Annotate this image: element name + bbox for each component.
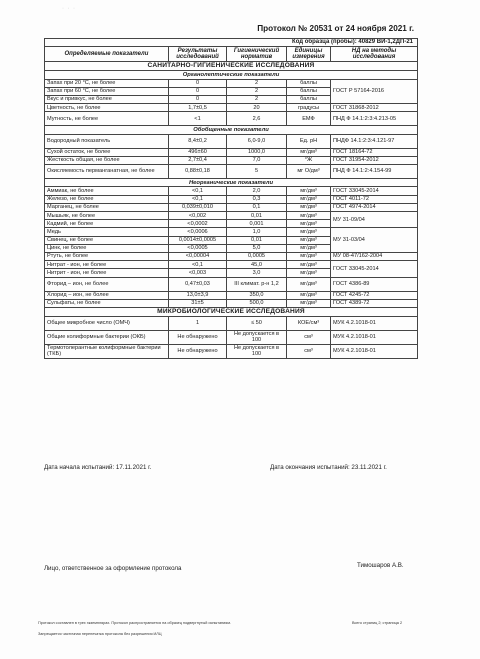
col-header-norm: Гигиенический норматив [227,47,287,62]
indicator-name: Хлорид – ион, не более [45,291,169,299]
result-value: <1 [169,112,227,126]
table-row [45,228,418,236]
subsection-organoleptic [45,71,418,79]
unit-value: мг/дм³ [287,236,331,244]
method-value: ПНДФ 14.1:2:3:4.121-97 [331,134,418,148]
unit-value: мг/дм³ [287,291,331,299]
indicator-name: Общее микробное число (ОМЧ) [45,316,169,330]
method-value: ГОСТ 4386-89 [331,277,418,291]
table-row [45,316,418,330]
unit-value: баллы [287,87,331,95]
unit-value: КОЕ/см³ [287,316,331,330]
sample-code-row [45,39,418,47]
method-value: ГОСТ Р 57164-2016 [331,79,418,104]
unit-value: °Ж [287,156,331,164]
responsible-label: Лицо, ответственное за оформление протокола [44,565,182,572]
results-table-body [45,39,418,359]
norm-value: 6,0-9,0 [227,134,287,148]
table-row [45,277,418,291]
norm-value: III климат. р-н 1,2 [227,277,287,291]
indicator-name: Запах при 20 °С, не более [45,79,169,87]
section-sanitary [45,62,418,71]
table-row [45,148,418,156]
method-value: ГОСТ 18164-72 [331,148,418,156]
result-value: <0,0006 [169,228,227,236]
unit-value: мг/дм³ [287,252,331,260]
section-micro-label: МИКРОБИОЛОГИЧЕСКИЕ ИССЛЕДОВАНИЯ [45,307,418,316]
result-value: <0,1 [169,261,227,269]
norm-value: 500,0 [227,299,287,307]
norm-value: 0,0005 [227,252,287,260]
method-value: МУК 4.2.1018-01 [331,330,418,344]
result-value: Не обнаружено [169,344,227,358]
norm-value: 0,01 [227,236,287,244]
result-value: 0 [169,79,227,87]
unit-value: ЕМФ [287,112,331,126]
result-value: 0,88±0,18 [169,165,227,179]
sample-code: Код образца (пробы): 40829 ВИ-1,2ДП-21 [45,39,418,47]
indicator-name: Сульфаты, не более [45,299,169,307]
subsection-general-label: Обобщенные показатели [45,126,418,134]
table-row [45,112,418,126]
unit-value: мг/дм³ [287,261,331,269]
table-row [45,187,418,195]
table-row [45,252,418,260]
indicator-name: Фторид – ион, не более [45,277,169,291]
table-row [45,79,418,87]
subsection-organoleptic-label: Органолептические показатели [45,71,418,79]
table-row [45,165,418,179]
method-value: МУ 31-03/04 [331,228,418,253]
unit-value: мг/дм³ [287,299,331,307]
table-row [45,104,418,112]
indicator-name: Свинец, не более [45,236,169,244]
indicator-name: Термотолерантные колиформные бактерии (ТКБ) [45,344,169,358]
result-value: 0,47±0,03 [169,277,227,291]
date-start: Дата начала испытаний: 17.11.2021 г. [44,464,152,471]
indicator-name: Общие колиформные бактерии (ОКБ) [45,330,169,344]
result-value: 2,7±0,4 [169,156,227,164]
results-table [44,38,418,359]
method-value: ПНД Ф 14.1:2:3:4.213-05 [331,112,418,126]
table-header-row [45,47,418,62]
unit-value: мг/дм³ [287,203,331,211]
norm-value: Не допускается в 100 [227,330,287,344]
method-value: МУ 08-47/162-2004 [331,252,418,260]
norm-value: ≤ 50 [227,316,287,330]
col-header-unit: Единицы измерения [287,47,331,62]
unit-value: мг/дм³ [287,277,331,291]
indicator-name: Медь [45,228,169,236]
footer-note-1: Протокол составлен в трех экземплярах. Протокол распространяется на образец подвергнутый испытаниям. [38,621,231,625]
result-value: <0,003 [169,269,227,277]
norm-value: 45,0 [227,261,287,269]
norm-value: 5 [227,165,287,179]
norm-value: 7,0 [227,156,287,164]
col-header-result: Результаты исследований [169,47,227,62]
result-value: 496±60 [169,148,227,156]
unit-value: баллы [287,79,331,87]
indicator-name: Железо, не более [45,195,169,203]
method-value: ГОСТ 31954-2012 [331,156,418,164]
indicator-name: Кадмий, не более [45,220,169,228]
indicator-name: Ртуть, не более [45,252,169,260]
indicator-name: Окисляемость перманганатная, не более [45,165,169,179]
result-value: 1,7±0,5 [169,104,227,112]
indicator-name: Цветность, не более [45,104,169,112]
subsection-general [45,126,418,134]
subsection-inorganic-label: Неорганические показатели [45,179,418,187]
method-value: ГОСТ 33045-2014 [331,261,418,277]
indicator-name: Жесткость общая, не более [45,156,169,164]
result-value: 8,4±0,2 [169,134,227,148]
norm-value: 5,0 [227,244,287,252]
date-end: Дата окончания испытаний: 23.11.2021 г. [270,464,387,471]
unit-value: мг/дм³ [287,195,331,203]
result-value: <0,1 [169,187,227,195]
method-value: ГОСТ 33045-2014 [331,187,418,195]
indicator-name: Водородный показатель [45,134,169,148]
unit-value: мг/дм³ [287,187,331,195]
unit-value: Ед. рН [287,134,331,148]
norm-value: 2 [227,79,287,87]
method-value: ПНД Ф 14.1:2:4.154-99 [331,165,418,179]
table-row [45,291,418,299]
method-value: МУК 4.2.1018-01 [331,316,418,330]
table-row [45,195,418,203]
norm-value: 350,0 [227,291,287,299]
unit-value: мг О/дм³ [287,165,331,179]
method-value: МУК 4.2.1018-01 [331,344,418,358]
norm-value: 0,1 [227,203,287,211]
indicator-name: Мутность, не более [45,112,169,126]
unit-value: градусы [287,104,331,112]
unit-value: мг/дм³ [287,244,331,252]
unit-value: мг/дм³ [287,228,331,236]
indicator-name: Мышьяк, не более [45,212,169,220]
unit-value: мг/дм³ [287,212,331,220]
unit-value: мг/дм³ [287,269,331,277]
norm-value: 1000,0 [227,148,287,156]
result-value: Не обнаружено [169,330,227,344]
result-value: <0,00004 [169,252,227,260]
subsection-inorganic [45,179,418,187]
norm-value: 0,3 [227,195,287,203]
method-value: МУ 31-09/04 [331,212,418,228]
section-micro [45,307,418,316]
table-row [45,299,418,307]
indicator-name: Вкус и привкус, не более [45,95,169,103]
indicator-name: Нитрат - ион, не более [45,261,169,269]
result-value: 0 [169,87,227,95]
norm-value: 0,01 [227,212,287,220]
page-counter: Всего страниц 2; страница 2 [352,621,403,625]
norm-value: 20 [227,104,287,112]
result-value: 31±5 [169,299,227,307]
norm-value: 2,0 [227,187,287,195]
protocol-title: Протокол № 20531 от 24 ноября 2021 г. [257,24,414,33]
result-value: 1 [169,316,227,330]
method-value: ГОСТ 4011-72 [331,195,418,203]
indicator-name: Аммиак, не более [45,187,169,195]
footer-note-2: Запрещается частичная перепечатка протокола без разрешения ИЛЦ [38,632,162,636]
table-row [45,330,418,344]
table-row [45,212,418,220]
method-value: ГОСТ 4974-2014 [331,203,418,211]
method-value: ГОСТ 4245-72 [331,291,418,299]
unit-value: баллы [287,95,331,103]
result-value: <0,0005 [169,244,227,252]
norm-value: 2 [227,87,287,95]
table-row [45,134,418,148]
norm-value: 2,6 [227,112,287,126]
norm-value: 2 [227,95,287,103]
section-sanitary-label: САНИТАРНО-ГИГИЕНИЧЕСКИЕ ИССЛЕДОВАНИЯ [45,62,418,71]
result-value: 0,0014±0,0005 [169,236,227,244]
result-value: 0 [169,95,227,103]
norm-value: Не допускается в 100 [227,344,287,358]
result-value: <0,1 [169,195,227,203]
responsible-name: Тимошаров А.В. [357,562,404,569]
result-value: <0,0002 [169,220,227,228]
unit-value: мг/дм³ [287,148,331,156]
indicator-name: Сухой остаток, не более [45,148,169,156]
faint-background-marks: · · · [62,6,76,12]
unit-value: мг/дм³ [287,220,331,228]
method-value: ГОСТ 31868-2012 [331,104,418,112]
col-header-method: НД на методы исследования [331,47,418,62]
result-value: 0,039±0,010 [169,203,227,211]
norm-value: 1,0 [227,228,287,236]
col-header-indicator: Определяемые показатели [45,47,169,62]
indicator-name: Марганец, не более [45,203,169,211]
unit-value: см³ [287,344,331,358]
table-row [45,344,418,358]
table-row [45,203,418,211]
table-row [45,261,418,269]
result-value: <0,002 [169,212,227,220]
result-value: 13,0±3,9 [169,291,227,299]
indicator-name: Запах при 60 °С, не более [45,87,169,95]
table-row [45,156,418,164]
unit-value: см³ [287,330,331,344]
norm-value: 0,001 [227,220,287,228]
indicator-name: Нитрит - ион, не более [45,269,169,277]
norm-value: 3,0 [227,269,287,277]
indicator-name: Цинк, не более [45,244,169,252]
method-value: ГОСТ 4389-72 [331,299,418,307]
